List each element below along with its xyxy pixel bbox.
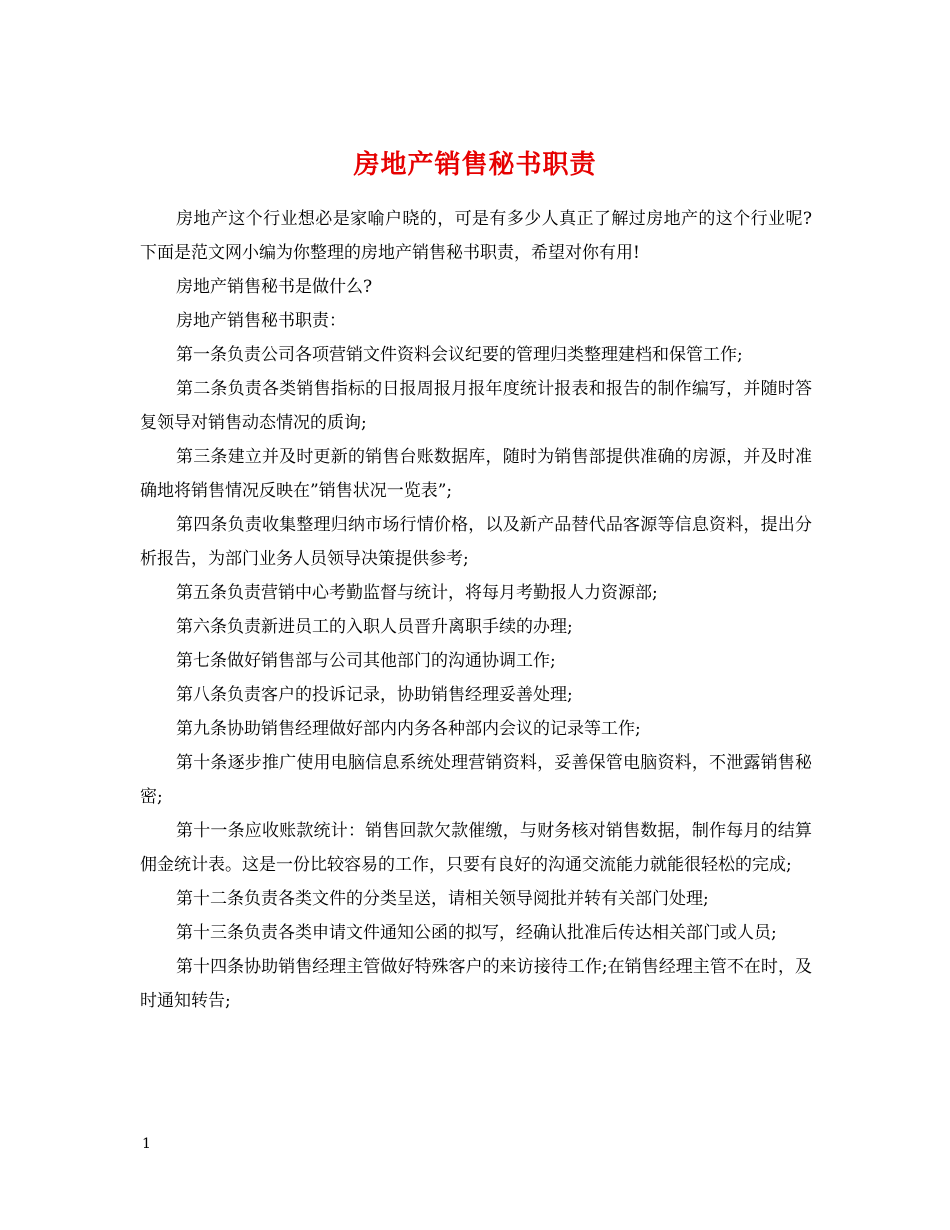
paragraph-article-11: 第十一条应收账款统计：销售回款欠款催缴，与财务核对销售数据，制作每月的结算佣金统计表。这是一份比较容易的工作，只要有良好的沟通交流能力就能很轻松的完成; [140,821,812,875]
document-body [140,202,812,1018]
paragraph-article-9: 第九条协助销售经理做好部内内务各种部内会议的记录等工作; [176,719,641,739]
paragraph-article-3: 第三条建立并及时更新的销售台账数据库，随时为销售部提供准确的房源，并及时准确地将销售情况反映在”销售状况一览表”; [140,447,812,501]
paragraph-article-10: 第十条逐步推广使用电脑信息系统处理营销资料，妥善保管电脑资料，不泄露销售秘密; [140,753,812,807]
paragraph-article-8: 第八条负责客户的投诉记录，协助销售经理妥善处理; [176,685,573,705]
paragraph-article-12: 第十二条负责各类文件的分类呈送，请相关领导阅批并转有关部门处理; [176,889,709,909]
paragraph-intro: 房地产这个行业想必是家喻户晓的，可是有多少人真正了解过房地产的这个行业呢?下面是范文网小编为你整理的房地产销售秘书职责，希望对你有用! [140,209,812,263]
paragraph-article-14: 第十四条协助销售经理主管做好特殊客户的来访接待工作;在销售经理主管不在时，及时通知转告; [140,957,812,1011]
page-title: 房地产销售秘书职责 [353,150,597,181]
paragraph-article-1: 第一条负责公司各项营销文件资料会议纪要的管理归类整理建档和保管工作; [176,345,743,365]
paragraph-article-7: 第七条做好销售部与公司其他部门的沟通协调工作; [176,651,556,671]
paragraph-article-13: 第十三条负责各类申请文件通知公函的拟写，经确认批准后传达相关部门或人员; [176,923,777,943]
page-number: 1 [142,1136,151,1152]
paragraph-article-2: 第二条负责各类销售指标的日报周报月报年度统计报表和报告的制作编写，并随时答复领导对销售动态情况的质询; [140,379,812,433]
paragraph-article-4: 第四条负责收集整理归纳市场行情价格，以及新产品替代品客源等信息资料，提出分析报告，为部门业务人员领导决策提供参考; [140,515,812,569]
paragraph-article-5: 第五条负责营销中心考勤监督与统计，将每月考勤报人力资源部; [176,583,658,603]
paragraph-duties-heading: 房地产销售秘书职责： [176,311,346,331]
paragraph-article-6: 第六条负责新进员工的入职人员晋升离职手续的办理; [176,617,573,637]
paragraph-question: 房地产销售秘书是做什么? [176,277,373,297]
